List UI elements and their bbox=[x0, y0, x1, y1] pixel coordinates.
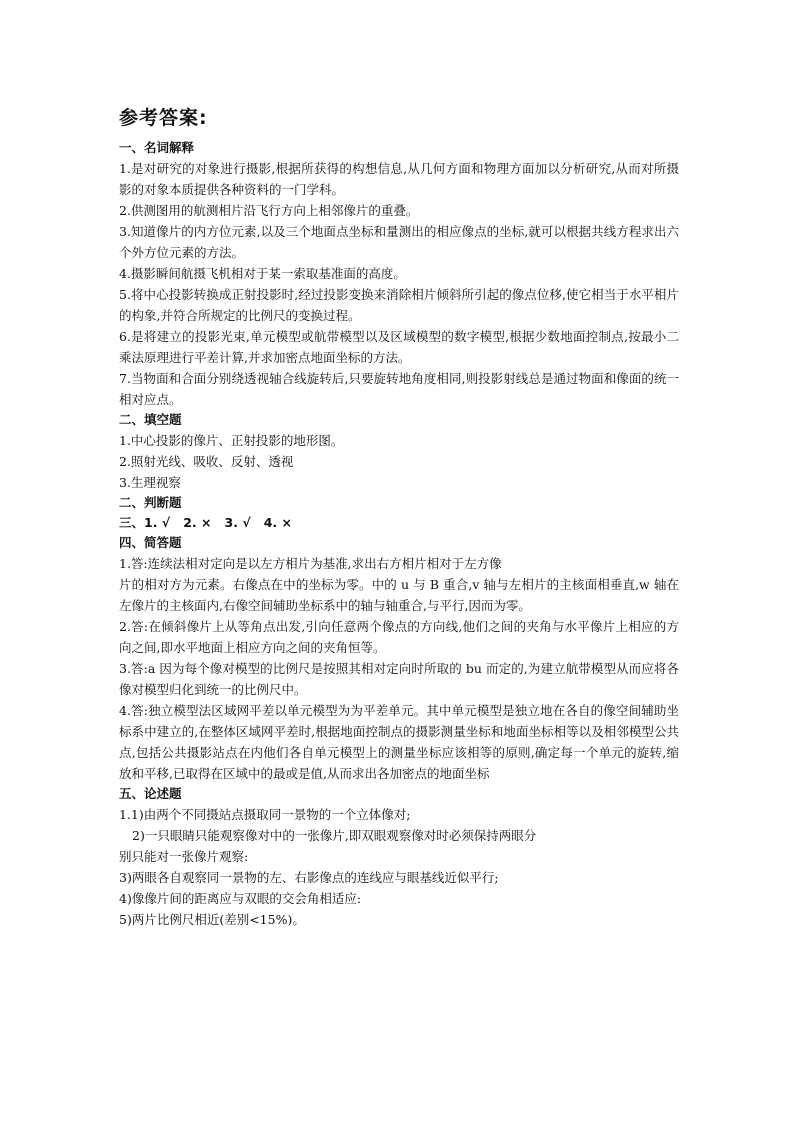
answer-paragraph: 1.是对研究的对象进行摄影,根据所获得的构想信息,从几何方面和物理方面加以分析研究,从而对所摄影的对象本质提供各种资料的一门学科。 bbox=[119, 161, 679, 197]
true-false-answers: 三、1. √ 2. × 3. √ 4. × bbox=[119, 515, 292, 530]
answer-paragraph: 5.将中心投影转换成正射投影时,经过投影变换来消除相片倾斜所引起的像点位移,使它相当于水平相片的构象,并符合所规定的比例尺的变换过程。 bbox=[119, 287, 679, 323]
answer-paragraph: 1.1)由两个不同摄站点摄取同一景物的一个立体像对; bbox=[119, 807, 411, 822]
section-heading: 二、填空题 bbox=[119, 412, 182, 427]
section-short-answer bbox=[119, 533, 679, 784]
answer-paragraph: 2.答:在倾斜像片上从等角点出发,引向任意两个像点的方向线,他们之间的夹角与水平像片上相应的方向之间,即水平地面上相应方向之间的夹角恒等。 bbox=[119, 619, 679, 655]
answer-paragraph: 4.答:独立模型法区域网平差以单元模型为为平差单元。其中单元模型是独立地在各自的像空间辅助坐标系中建立的,在整体区域网平差时,根据地面控制点的摄影测量坐标和地面坐标相等以及相邻模型公共点,包括公共摄影站点在内他们各自单元模型上的测量坐标应该相等的原则,确定每一个单元的旋转,缩放和平移,已取得在区域中的最或是值,从而求出各加密点的地面坐标 bbox=[119, 703, 679, 781]
document-title: 参考答案: bbox=[119, 107, 208, 129]
answer-paragraph: 7.当物面和合面分别绕透视轴合线旋转后,只要旋转地角度相同,则投影射线总是通过物面和像面的统一相对应点。 bbox=[119, 371, 679, 407]
answer-paragraph: 3)两眼各自观察同一景物的左、右影像点的连线应与眼基线近似平行; bbox=[119, 870, 499, 885]
answer-paragraph: 1.答:连续法相对定向是以左方相片为基准,求出右方相片相对于左方像 bbox=[119, 556, 502, 571]
answer-document bbox=[119, 104, 679, 930]
section-terms bbox=[119, 138, 679, 410]
answer-paragraph: 别只能对一张像片观察: bbox=[119, 849, 249, 864]
answer-paragraph: 片的相对方为元素。右像点在中的坐标为零。中的 u 与 B 重合,v 轴与左相片的主核面相垂直,w 轴在左像片的主核面内,右像空间辅助坐标系中的轴与轴重合,与平行,因而为零。 bbox=[119, 577, 679, 613]
section-fill-blank bbox=[119, 410, 679, 493]
section-essay bbox=[119, 784, 679, 930]
answer-paragraph: 1.中心投影的像片、正射投影的地形图。 bbox=[119, 433, 344, 448]
answer-paragraph: 5)两片比例尺相近(差别<15%)。 bbox=[119, 912, 305, 927]
answer-paragraph: 3.生理视察 bbox=[119, 475, 181, 490]
section-true-false bbox=[119, 493, 679, 533]
answer-paragraph: 6.是将建立的投影光束,单元模型或航带模型以及区域模型的数字模型,根据少数地面控制点,按最小二乘法原理进行平差计算,并求加密点地面坐标的方法。 bbox=[119, 329, 679, 365]
answer-paragraph: 2.供测图用的航测相片沿飞行方向上相邻像片的重叠。 bbox=[119, 203, 419, 218]
answer-paragraph: 4)像像片间的距离应与双眼的交会角相适应: bbox=[119, 891, 362, 906]
answer-paragraph: 4.摄影瞬间航摄飞机相对于某一索取基准面的高度。 bbox=[119, 266, 406, 281]
answer-paragraph: 2.照射光线、吸收、反射、透视 bbox=[119, 454, 294, 469]
section-heading: 四、简答题 bbox=[119, 535, 182, 550]
section-heading: 五、论述题 bbox=[119, 786, 182, 801]
section-heading: 一、名词解释 bbox=[119, 140, 195, 155]
answer-paragraph: 2)一只眼睛只能观察像对中的一张像片,即双眼观察像对时必须保持两眼分 bbox=[132, 828, 537, 843]
section-heading: 二、判断题 bbox=[119, 495, 182, 510]
answer-paragraph: 3.知道像片的内方位元素,以及三个地面点坐标和量测出的相应像点的坐标,就可以根据共线方程求出六个外方位元素的方法。 bbox=[119, 224, 679, 260]
answer-paragraph: 3.答:a 因为每个像对模型的比例尺是按照其相对定向时所取的 bu 而定的,为建立航带模型从而应将各像对模型归化到统一的比例尺中。 bbox=[119, 661, 679, 697]
